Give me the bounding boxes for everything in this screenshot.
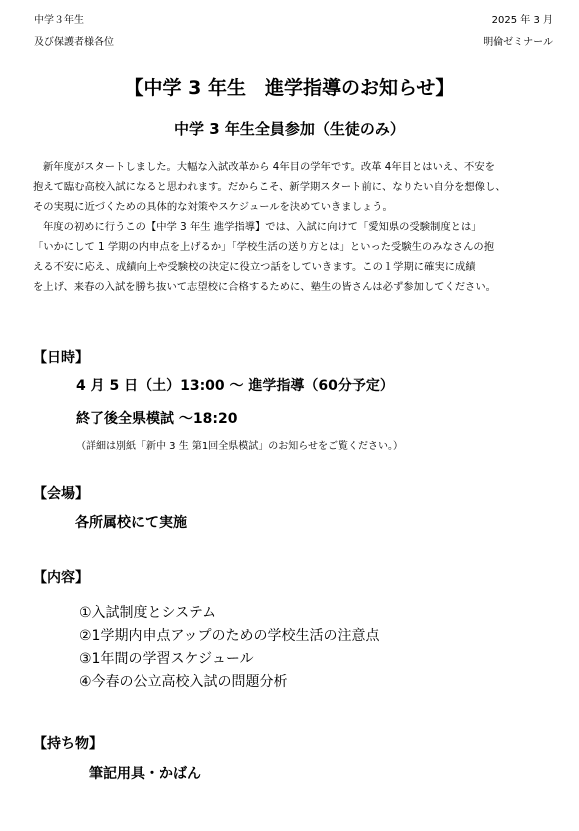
content-item: ②1学期内申点アップのための学校生活の注意点 xyxy=(79,628,380,644)
content-item: ③1年間の学習スケジュール xyxy=(79,651,254,667)
recipient-grade: 中学３年生 xyxy=(34,15,84,26)
datetime-mock-exam: 終了後全県模試 ～18:20 xyxy=(76,411,238,427)
intro-line: 年度の初めに行うこの【中学 3 年生 進学指導】では、入試に向けて「愛知県の受験制度とは」 xyxy=(43,221,482,233)
intro-line: える不安に応え、成績向上や受験校の決定に役立つ話をしていきます。この１学期に確実に成績 xyxy=(33,261,476,273)
datetime-schedule: 4 月 5 日（土）13:00 ～ 進学指導（60分予定） xyxy=(76,378,394,394)
intro-line: 抱えて臨む高校入試になると思われます。だからこそ、新学期スタート前に、なりたい自分を想像し、 xyxy=(33,181,506,193)
content-item: ①入試制度とシステム xyxy=(79,605,217,621)
issue-date: 2025 年 3 月 xyxy=(491,15,553,26)
datetime-note: （詳細は別紙「新中 3 生 第1回全県模試」のお知らせをご覧ください。） xyxy=(76,441,403,452)
page-title: 【中学 3 年生 進学指導のお知らせ】 xyxy=(124,77,455,99)
content-heading: 【内容】 xyxy=(33,570,89,586)
intro-line: 新年度がスタートしました。大幅な入試改革から 4年目の学年です。改革 4年目とはいえ、不安を xyxy=(43,161,495,173)
sender-name: 明倫ゼミナール xyxy=(483,37,553,48)
belongings-text: 筆記用具・かばん xyxy=(89,766,201,782)
content-item: ④今春の公立高校入試の問題分析 xyxy=(79,674,288,690)
datetime-heading: 【日時】 xyxy=(33,350,89,366)
venue-heading: 【会場】 xyxy=(33,486,89,502)
intro-line: 「いかにして 1 学期の内申点を上げるか」「学校生活の送り方とは」といった受験生のみなさんの抱 xyxy=(33,241,495,253)
recipient-guardians: 及び保護者様各位 xyxy=(34,37,114,48)
intro-paragraph xyxy=(33,157,553,297)
belongings-heading: 【持ち物】 xyxy=(33,736,103,752)
venue-text: 各所属校にて実施 xyxy=(75,515,187,531)
intro-line: その実現に近づくための具体的な対策やスケジュールを決めていきましょう。 xyxy=(33,201,393,213)
page-subtitle: 中学 3 年生全員参加（生徒のみ） xyxy=(174,120,405,138)
intro-line: を上げ、来春の入試を勝ち抜いて志望校に合格するために、塾生の皆さんは必ず参加してください。 xyxy=(33,281,496,293)
